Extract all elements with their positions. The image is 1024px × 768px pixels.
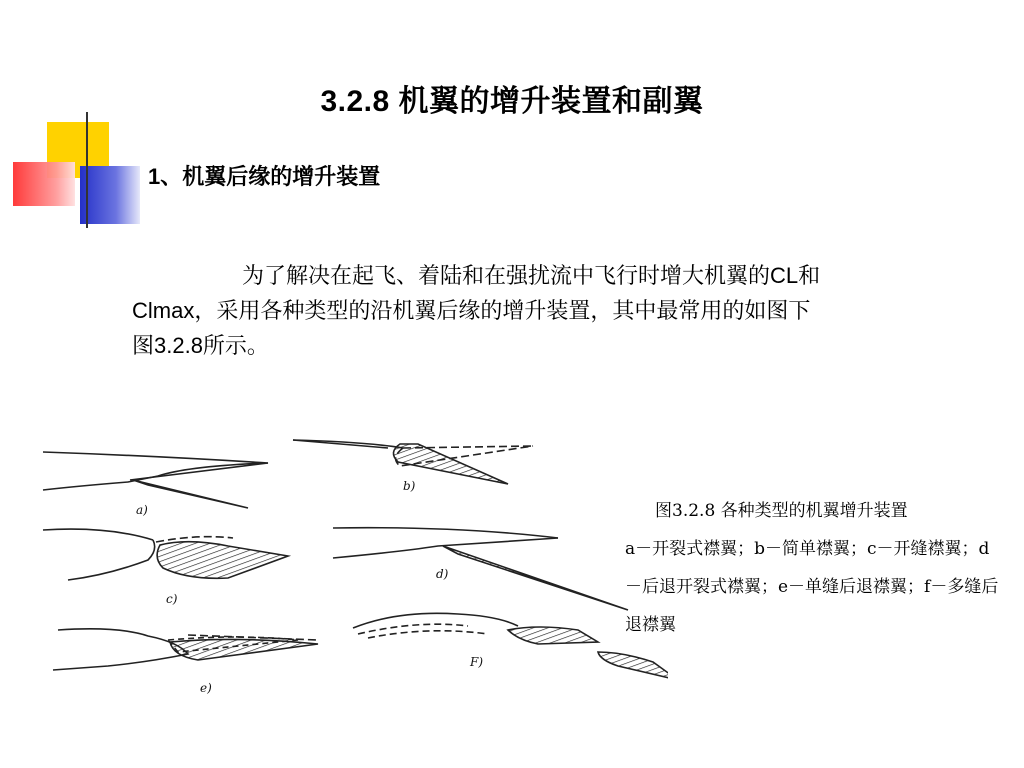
label-a: a) [136,503,148,517]
airfoil-b [293,440,533,484]
section-heading: 1、机翼后缘的增升装置 [148,164,381,189]
label-e: e) [200,681,212,695]
caption-body: a－开裂式襟翼；b－简单襟翼；c－开缝襟翼；d－后退开裂式襟翼；e－单缝后退襟翼；f－多缝后退襟翼 [625,539,999,635]
caption-title: 图3.2.8 各种类型的机翼增升装置 [655,501,908,521]
airfoil-f [353,613,668,680]
label-d: d) [436,567,449,581]
airfoil-c [43,529,288,580]
slide-decoration [0,0,1024,240]
airfoil-e [53,629,318,670]
label-f: F) [470,655,484,669]
red-square [13,162,75,206]
page-title: 3.2.8 机翼的增升装置和副翼 [320,85,704,118]
airfoil-a [43,452,268,508]
blue-square [80,166,140,224]
label-c: c) [166,592,178,606]
figure-caption [625,492,1005,644]
airfoil-d [333,528,628,610]
flap-types-figure [38,430,668,710]
label-b: b) [403,479,416,493]
body-paragraph: 为了解决在起飞、着陆和在强扰流中飞行时增大机翼的CL和Clmax，采用各种类型的沿机翼后缘的增升装置，其中最常用的如图下图3.2.8所示。 [132,263,821,358]
